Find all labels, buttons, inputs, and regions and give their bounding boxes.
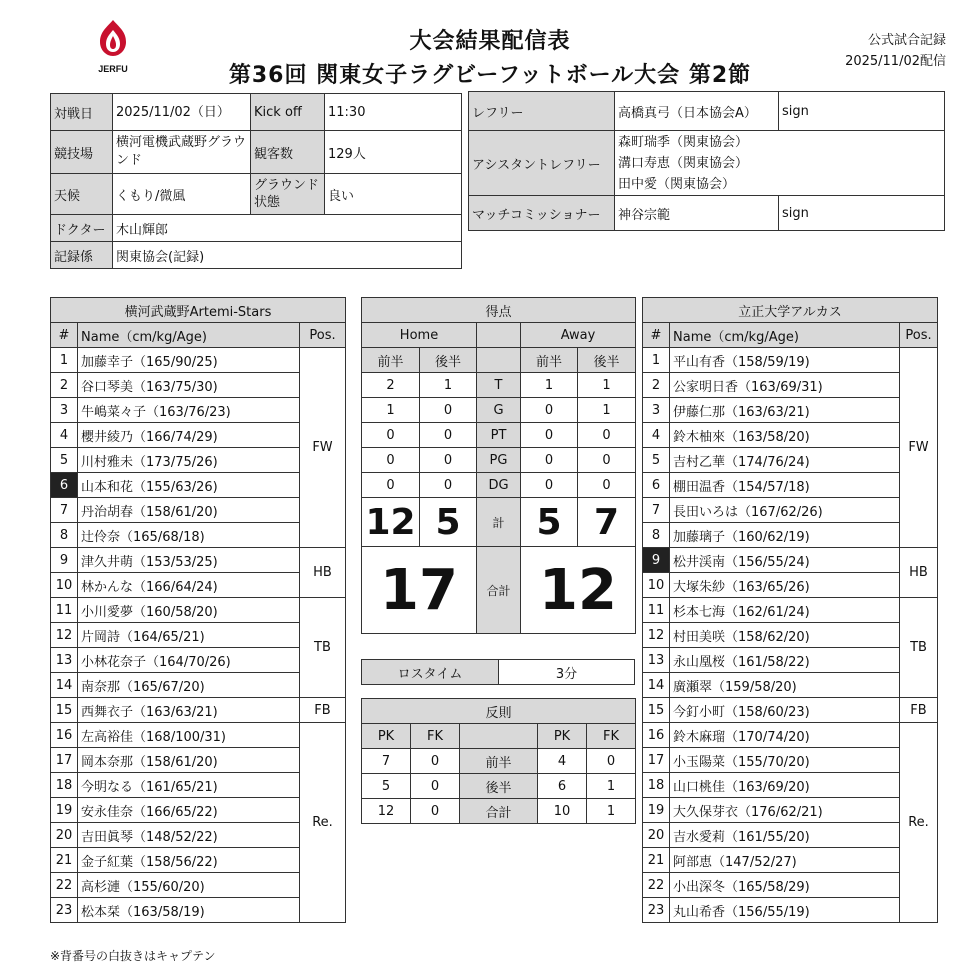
- away-player-number: 13: [643, 648, 670, 673]
- home-player-row: [51, 698, 346, 723]
- away-first-half-value: 0: [521, 423, 578, 448]
- referee-value: 高橋真弓（日本協会A）: [615, 92, 779, 131]
- away-position-fb: FB: [900, 698, 938, 723]
- home-fk-value: 0: [411, 774, 460, 799]
- home-player-number: 23: [51, 898, 78, 923]
- home-player-name: 左高裕佳（168/100/31): [78, 723, 300, 748]
- home-pk-header: PK: [362, 724, 411, 749]
- home-fk-value: 0: [411, 799, 460, 824]
- away-player-number: 22: [643, 873, 670, 898]
- home-second-half-header: 後半: [420, 348, 477, 373]
- official-record: [845, 30, 946, 72]
- away-player-row: [643, 398, 938, 423]
- home-second-half-value: 0: [420, 448, 477, 473]
- doctor-label: ドクター: [51, 215, 113, 242]
- distributed-date: 2025/11/02配信: [845, 54, 946, 69]
- away-player-name: 大塚朱紗（163/65/26): [670, 573, 900, 598]
- referee-label: レフリー: [469, 92, 615, 131]
- away-fk-header: FK: [587, 724, 636, 749]
- losstime-label: ロスタイム: [362, 660, 499, 685]
- away-player-name: 鈴木麻瑠（170/74/20): [670, 723, 900, 748]
- away-player-name: 大久保芽衣（176/62/21): [670, 798, 900, 823]
- ar-2: 溝口寿恵（関東協会）: [618, 155, 749, 171]
- home-player-number: 12: [51, 623, 78, 648]
- away-player-number: 16: [643, 723, 670, 748]
- away-first-half-header: 前半: [521, 348, 578, 373]
- ground-label: グラウンド状態: [251, 174, 325, 215]
- home-position-fw: FW: [299, 348, 345, 548]
- score-type-label: PG: [477, 448, 521, 473]
- ar-1: 森町瑞季（関東協会）: [618, 134, 749, 150]
- home-player-row: [51, 598, 346, 623]
- home-player-number: 15: [51, 698, 78, 723]
- away-player-number: 20: [643, 823, 670, 848]
- home-fk-value: 0: [411, 749, 460, 774]
- score-row: [362, 448, 636, 473]
- home-player-number: 17: [51, 748, 78, 773]
- score-row: [362, 423, 636, 448]
- home-player-name: 谷口琴美（163/75/30): [78, 373, 300, 398]
- away-first-half-value: 0: [521, 448, 578, 473]
- away-player-row: [643, 548, 938, 573]
- away-player-number: 14: [643, 673, 670, 698]
- home-player-number: 10: [51, 573, 78, 598]
- away-pk-value: 4: [538, 749, 587, 774]
- home-player-name: 安永佳奈（166/65/22): [78, 798, 300, 823]
- home-player-number: 13: [51, 648, 78, 673]
- away-position-tb: TB: [900, 598, 938, 698]
- away-fk-value: 0: [587, 749, 636, 774]
- away-player-name: 廣瀬翠（159/58/20): [670, 673, 900, 698]
- home-player-number: 3: [51, 398, 78, 423]
- away-player-name: 平山有香（158/59/19): [670, 348, 900, 373]
- away-second-half-value: 1: [578, 398, 636, 423]
- venue-value: 横河電機武蔵野グラウンド: [113, 131, 251, 174]
- home-player-name: 牛嶋菜々子（163/76/23): [78, 398, 300, 423]
- away-position-fw: FW: [900, 348, 938, 548]
- away-first-half-value: 0: [521, 398, 578, 423]
- home-player-number: 2: [51, 373, 78, 398]
- away-player-number: 2: [643, 373, 670, 398]
- away-player-name: 今釘小町（158/60/23): [670, 698, 900, 723]
- losstime-table: [361, 659, 635, 685]
- home-player-number: 18: [51, 773, 78, 798]
- date-value: 2025/11/02（日）: [113, 94, 251, 131]
- home-player-number: 19: [51, 798, 78, 823]
- away-player-number: 8: [643, 523, 670, 548]
- away-player-row: [643, 823, 938, 848]
- home-first-half-value: 0: [362, 473, 420, 498]
- home-player-name: 林かんな（166/64/24): [78, 573, 300, 598]
- away-player-number: 21: [643, 848, 670, 873]
- home-player-name: 今明なる（161/65/21): [78, 773, 300, 798]
- home-player-number: 14: [51, 673, 78, 698]
- away-player-name: 棚田温香（154/57/18): [670, 473, 900, 498]
- away-player-name: 公家明日香（163/69/31): [670, 373, 900, 398]
- ar-values: [615, 131, 945, 196]
- score-row: [362, 398, 636, 423]
- away-player-row: [643, 598, 938, 623]
- home-player-name: 吉田眞琴（148/52/22): [78, 823, 300, 848]
- spectators-label: 観客数: [251, 131, 325, 174]
- home-position-re: Re.: [299, 723, 345, 923]
- away-player-row: [643, 798, 938, 823]
- away-player-number: 18: [643, 773, 670, 798]
- away-player-name: 長田いろは（167/62/26): [670, 498, 900, 523]
- weather-label: 天候: [51, 174, 113, 215]
- away-player-name: 伊藤仁那（163/63/21): [670, 398, 900, 423]
- home-position-fb: FB: [299, 698, 345, 723]
- away-player-name: 松井渓南（156/55/24): [670, 548, 900, 573]
- home-player-row: [51, 723, 346, 748]
- away-col-name: Name（cm/kg/Age): [670, 323, 900, 348]
- losstime-value: 3分: [499, 660, 635, 685]
- score-row: [362, 373, 636, 398]
- score-home-header: Home: [362, 323, 477, 348]
- score-type-label: G: [477, 398, 521, 423]
- away-player-number: 7: [643, 498, 670, 523]
- home-first-half-value: 2: [362, 373, 420, 398]
- away-player-name: 小出深冬（165/58/29): [670, 873, 900, 898]
- home-player-number: 7: [51, 498, 78, 523]
- recorder-label: 記録係: [51, 242, 113, 269]
- page-title: 大会結果配信表: [409, 29, 571, 54]
- away-fk-value: 1: [587, 799, 636, 824]
- captain-footnote: ※背番号の白抜きはキャプテン: [50, 949, 216, 963]
- mc-sign: sign: [779, 196, 945, 231]
- away-total-score: 12: [521, 547, 636, 634]
- away-player-number: 3: [643, 398, 670, 423]
- away-second-half-header: 後半: [578, 348, 636, 373]
- home-second-half-value: 0: [420, 473, 477, 498]
- mc-label: マッチコミッショナー: [469, 196, 615, 231]
- away-player-number: 4: [643, 423, 670, 448]
- away-player-row: [643, 423, 938, 448]
- home-position-hb: HB: [299, 548, 345, 598]
- away-player-row: [643, 848, 938, 873]
- away-player-row: [643, 448, 938, 473]
- tournament-title: 第36回 関東女子ラグビーフットボール大会 第2節: [228, 63, 752, 88]
- home-second-half-value: 0: [420, 398, 477, 423]
- home-player-number: 11: [51, 598, 78, 623]
- away-player-name: 村田美咲（158/62/20): [670, 623, 900, 648]
- home-player-name: 南奈那（165/67/20): [78, 673, 300, 698]
- match-info-table: [50, 93, 462, 269]
- away-second-half-value: 0: [578, 423, 636, 448]
- away-roster: [642, 297, 938, 923]
- away-player-name: 山口桃佳（163/69/20): [670, 773, 900, 798]
- away-position-re: Re.: [900, 723, 938, 923]
- penalty-period-label: 後半: [460, 774, 538, 799]
- home-col-number: #: [51, 323, 78, 348]
- home-player-number: 16: [51, 723, 78, 748]
- away-player-name: 杉本七海（162/61/24): [670, 598, 900, 623]
- away-second-half-total: 7: [578, 498, 636, 547]
- kickoff-value: 11:30: [325, 94, 462, 131]
- score-type-label: T: [477, 373, 521, 398]
- away-player-name: 丸山希香（156/55/19): [670, 898, 900, 923]
- home-player-name: 川村雅未（173/75/26): [78, 448, 300, 473]
- away-player-row: [643, 723, 938, 748]
- penalty-row: [362, 749, 636, 774]
- penalty-period-label: 合計: [460, 799, 538, 824]
- away-position-hb: HB: [900, 548, 938, 598]
- away-player-number: 1: [643, 348, 670, 373]
- away-pk-value: 10: [538, 799, 587, 824]
- away-player-name: 小玉陽菜（155/70/20): [670, 748, 900, 773]
- home-pk-value: 7: [362, 749, 411, 774]
- total-label: 合計: [477, 547, 521, 634]
- away-player-row: [643, 698, 938, 723]
- away-player-name: 永山凰桜（161/58/22): [670, 648, 900, 673]
- referee-sign: sign: [779, 92, 945, 131]
- away-second-half-value: 0: [578, 473, 636, 498]
- score-type-label: DG: [477, 473, 521, 498]
- away-second-half-value: 0: [578, 448, 636, 473]
- home-pk-value: 12: [362, 799, 411, 824]
- away-player-row: [643, 523, 938, 548]
- recorder-value: 関東協会(記録): [113, 242, 462, 269]
- away-player-row: [643, 373, 938, 398]
- home-roster: [50, 297, 346, 923]
- weather-value: くもり/微風: [113, 174, 251, 215]
- home-player-name: 松本栞（163/58/19): [78, 898, 300, 923]
- home-player-number: 21: [51, 848, 78, 873]
- home-player-number: 22: [51, 873, 78, 898]
- home-player-name: 辻伶奈（165/68/18): [78, 523, 300, 548]
- away-first-half-total: 5: [521, 498, 578, 547]
- score-title: 得点: [362, 298, 636, 323]
- home-total-score: 17: [362, 547, 477, 634]
- home-col-position: Pos.: [299, 323, 345, 348]
- away-team-name: 立正大学アルカス: [643, 298, 938, 323]
- score-type-label: PT: [477, 423, 521, 448]
- ar-3: 田中愛（関東協会）: [618, 176, 736, 192]
- doctor-value: 木山輝郎: [113, 215, 462, 242]
- away-player-number: 6: [643, 473, 670, 498]
- home-player-number: 20: [51, 823, 78, 848]
- away-pk-header: PK: [538, 724, 587, 749]
- away-player-name: 吉村乙華（174/76/24): [670, 448, 900, 473]
- home-player-name: 小川愛夢（160/58/20): [78, 598, 300, 623]
- mc-value: 神谷宗範: [615, 196, 779, 231]
- penalty-table: [361, 698, 636, 824]
- away-player-name: 阿部恵（147/52/27): [670, 848, 900, 873]
- home-first-half-value: 1: [362, 398, 420, 423]
- home-second-half-value: 0: [420, 423, 477, 448]
- home-player-name: 津久井萌（153/53/25): [78, 548, 300, 573]
- score-row: [362, 473, 636, 498]
- away-player-row: [643, 673, 938, 698]
- home-position-tb: TB: [299, 598, 345, 698]
- home-first-half-value: 0: [362, 448, 420, 473]
- home-player-name: 丹治胡春（158/61/20): [78, 498, 300, 523]
- home-player-name: 櫻井綾乃（166/74/29): [78, 423, 300, 448]
- away-player-number: 12: [643, 623, 670, 648]
- logo-text: JERFU: [98, 64, 128, 74]
- away-first-half-value: 1: [521, 373, 578, 398]
- penalty-period-label: 前半: [460, 749, 538, 774]
- home-fk-header: FK: [411, 724, 460, 749]
- away-first-half-value: 0: [521, 473, 578, 498]
- home-player-number: 8: [51, 523, 78, 548]
- home-player-name: 小林花奈子（164/70/26): [78, 648, 300, 673]
- away-player-number: 19: [643, 798, 670, 823]
- penalty-row: [362, 799, 636, 824]
- away-pk-value: 6: [538, 774, 587, 799]
- away-player-row: [643, 648, 938, 673]
- date-label: 対戦日: [51, 94, 113, 131]
- away-player-number: 17: [643, 748, 670, 773]
- away-player-number: 15: [643, 698, 670, 723]
- home-player-number: 1: [51, 348, 78, 373]
- away-col-number: #: [643, 323, 670, 348]
- away-player-row: [643, 473, 938, 498]
- away-second-half-value: 1: [578, 373, 636, 398]
- home-player-name: 山本和花（155/63/26): [78, 473, 300, 498]
- away-fk-value: 1: [587, 774, 636, 799]
- home-second-half-total: 5: [420, 498, 477, 547]
- home-player-number: 5: [51, 448, 78, 473]
- away-player-row: [643, 873, 938, 898]
- score-away-header: Away: [521, 323, 636, 348]
- home-first-half-total: 12: [362, 498, 420, 547]
- away-player-number: 11: [643, 598, 670, 623]
- ground-value: 良い: [325, 174, 462, 215]
- home-captain-number: 6: [51, 473, 78, 498]
- home-player-name: 西舞衣子（163/63/21): [78, 698, 300, 723]
- home-player-number: 9: [51, 548, 78, 573]
- spectators-value: 129人: [325, 131, 462, 174]
- penalty-row: [362, 774, 636, 799]
- away-player-name: 鈴木柚來（163/58/20): [670, 423, 900, 448]
- away-player-number: 5: [643, 448, 670, 473]
- home-pk-value: 5: [362, 774, 411, 799]
- away-player-number: 10: [643, 573, 670, 598]
- away-player-row: [643, 573, 938, 598]
- subtotal-label: 計: [477, 498, 521, 547]
- home-player-name: 金子紅葉（158/56/22): [78, 848, 300, 873]
- home-player-name: 高杉漣（155/60/20): [78, 873, 300, 898]
- home-player-name: 加藤幸子（165/90/25): [78, 348, 300, 373]
- kickoff-label: Kick off: [251, 94, 325, 131]
- home-player-row: [51, 348, 346, 373]
- away-player-row: [643, 348, 938, 373]
- officials-table: [468, 91, 945, 231]
- home-player-number: 4: [51, 423, 78, 448]
- away-player-number: 23: [643, 898, 670, 923]
- home-first-half-value: 0: [362, 423, 420, 448]
- home-player-row: [51, 548, 346, 573]
- official-label: 公式試合記録: [867, 33, 946, 48]
- away-player-name: 加藤璃子（160/62/19): [670, 523, 900, 548]
- away-player-row: [643, 773, 938, 798]
- home-first-half-header: 前半: [362, 348, 420, 373]
- venue-label: 競技場: [51, 131, 113, 174]
- home-player-name: 片岡詩（164/65/21): [78, 623, 300, 648]
- away-player-name: 吉水愛莉（161/55/20): [670, 823, 900, 848]
- home-col-name: Name（cm/kg/Age): [78, 323, 300, 348]
- home-player-name: 岡本奈那（158/61/20): [78, 748, 300, 773]
- away-col-position: Pos.: [900, 323, 938, 348]
- ar-label: アシスタントレフリー: [469, 131, 615, 196]
- away-captain-number: 9: [643, 548, 670, 573]
- away-player-row: [643, 748, 938, 773]
- away-player-row: [643, 623, 938, 648]
- home-second-half-value: 1: [420, 373, 477, 398]
- score-table: [361, 297, 636, 634]
- away-player-row: [643, 498, 938, 523]
- away-player-row: [643, 898, 938, 923]
- penalty-title: 反則: [362, 699, 636, 724]
- home-team-name: 横河武蔵野Artemi-Stars: [51, 298, 346, 323]
